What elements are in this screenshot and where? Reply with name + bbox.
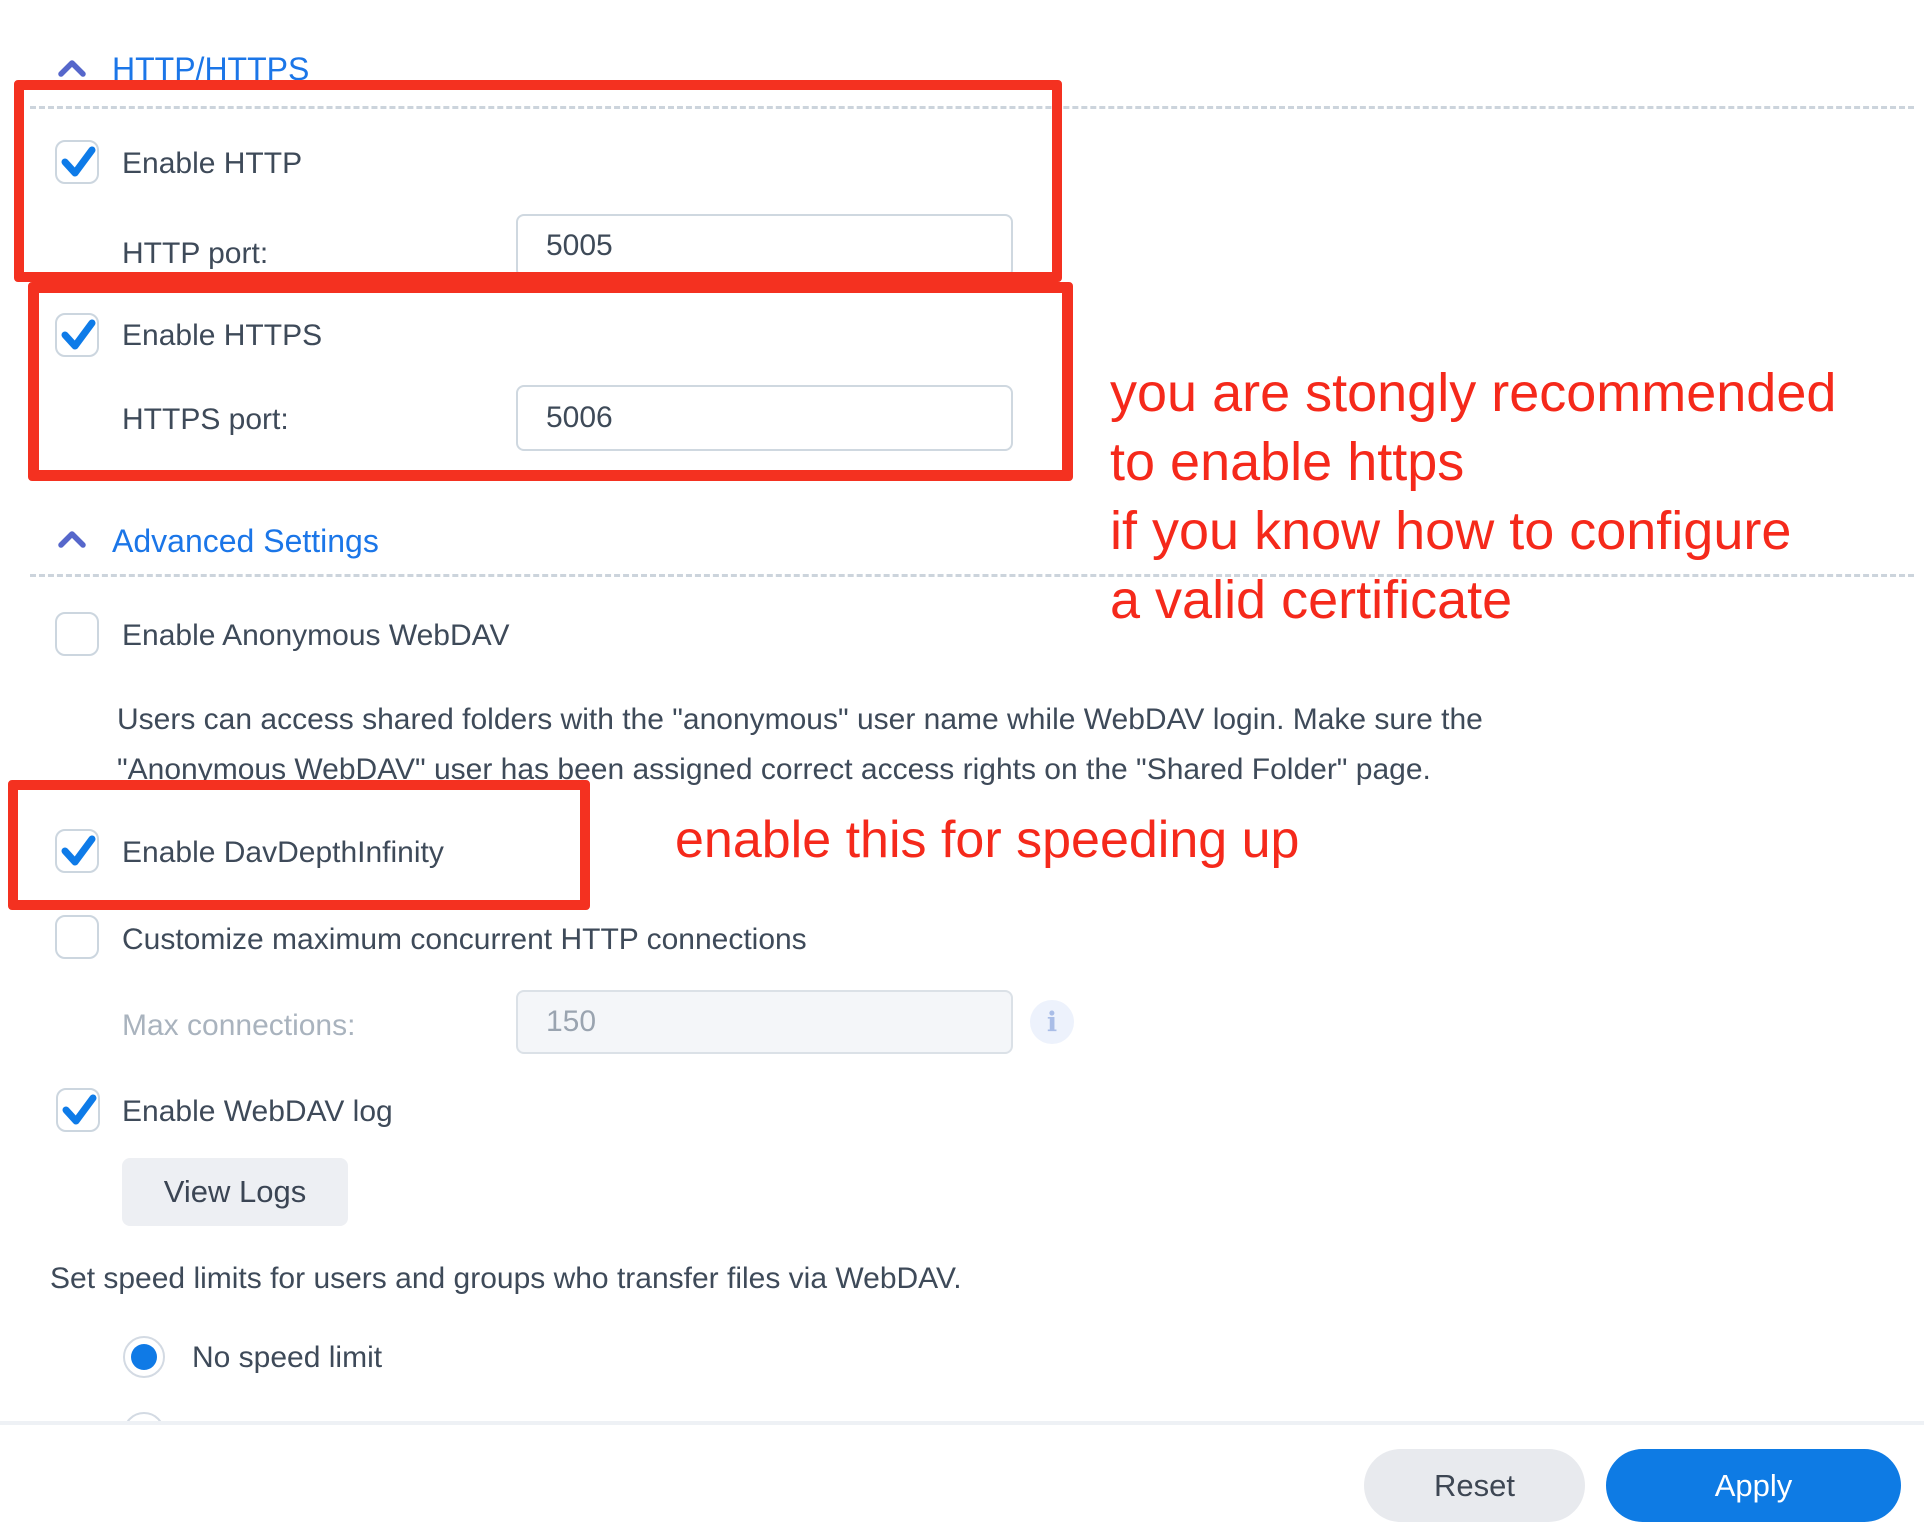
anonymous-webdav-description: "Anonymous WebDAV" user has been assigned correct access rights on the "Shared Folder" page. xyxy=(117,753,1431,786)
max-connections-label: Max connections: xyxy=(122,1009,356,1042)
enable-davdepthinfinity-label: Enable DavDepthInfinity xyxy=(122,836,444,869)
no-speed-limit-radio[interactable] xyxy=(123,1336,165,1378)
footer-divider xyxy=(0,1421,1924,1425)
section-title-advanced-settings[interactable]: Advanced Settings xyxy=(112,523,379,559)
annotation-https-note: you are stongly recommended to enable https if you know how to configure a valid certificate xyxy=(1110,363,1837,630)
customize-max-connections-label: Customize maximum concurrent HTTP connections xyxy=(122,923,807,956)
annotation-davdepth-note: enable this for speeding up xyxy=(675,811,1300,869)
speed-limit-description: Set speed limits for users and groups who transfer files via WebDAV. xyxy=(50,1262,962,1295)
http-port-label: HTTP port: xyxy=(122,237,269,270)
enable-https-label: Enable HTTPS xyxy=(122,319,323,352)
collapse-chevron-icon[interactable] xyxy=(56,528,88,550)
section-divider xyxy=(30,106,1914,109)
check-icon xyxy=(56,312,100,356)
apply-button[interactable]: Apply xyxy=(1606,1449,1901,1522)
https-port-input[interactable] xyxy=(516,385,1013,451)
view-logs-button[interactable]: View Logs xyxy=(122,1158,348,1226)
collapse-chevron-icon[interactable] xyxy=(56,57,88,79)
anonymous-webdav-description: Users can access shared folders with the "anonymous" user name while WebDAV login. Make sure the xyxy=(117,703,1483,736)
http-port-input[interactable] xyxy=(516,214,1013,278)
radio-selected-dot xyxy=(131,1344,157,1370)
section-divider xyxy=(30,574,1914,577)
enable-https-checkbox[interactable] xyxy=(55,313,99,357)
enable-webdav-log-label: Enable WebDAV log xyxy=(122,1095,393,1128)
check-icon xyxy=(56,139,100,183)
info-icon[interactable]: i xyxy=(1030,1000,1074,1044)
check-icon xyxy=(56,828,100,872)
customize-max-connections-checkbox[interactable] xyxy=(55,915,99,959)
enable-webdav-log-checkbox[interactable] xyxy=(56,1088,100,1132)
enable-anonymous-webdav-label: Enable Anonymous WebDAV xyxy=(122,619,510,652)
enable-http-checkbox[interactable] xyxy=(55,140,99,184)
annotation-box-https xyxy=(28,282,1073,481)
max-connections-input xyxy=(516,990,1013,1054)
no-speed-limit-label: No speed limit xyxy=(192,1341,383,1374)
https-port-label: HTTPS port: xyxy=(122,403,289,436)
enable-http-label: Enable HTTP xyxy=(122,147,303,180)
reset-button[interactable]: Reset xyxy=(1364,1449,1585,1522)
enable-anonymous-webdav-checkbox[interactable] xyxy=(55,612,99,656)
check-icon xyxy=(57,1087,101,1131)
section-title-http-https[interactable]: HTTP/HTTPS xyxy=(112,51,310,87)
enable-davdepthinfinity-checkbox[interactable] xyxy=(55,829,99,873)
